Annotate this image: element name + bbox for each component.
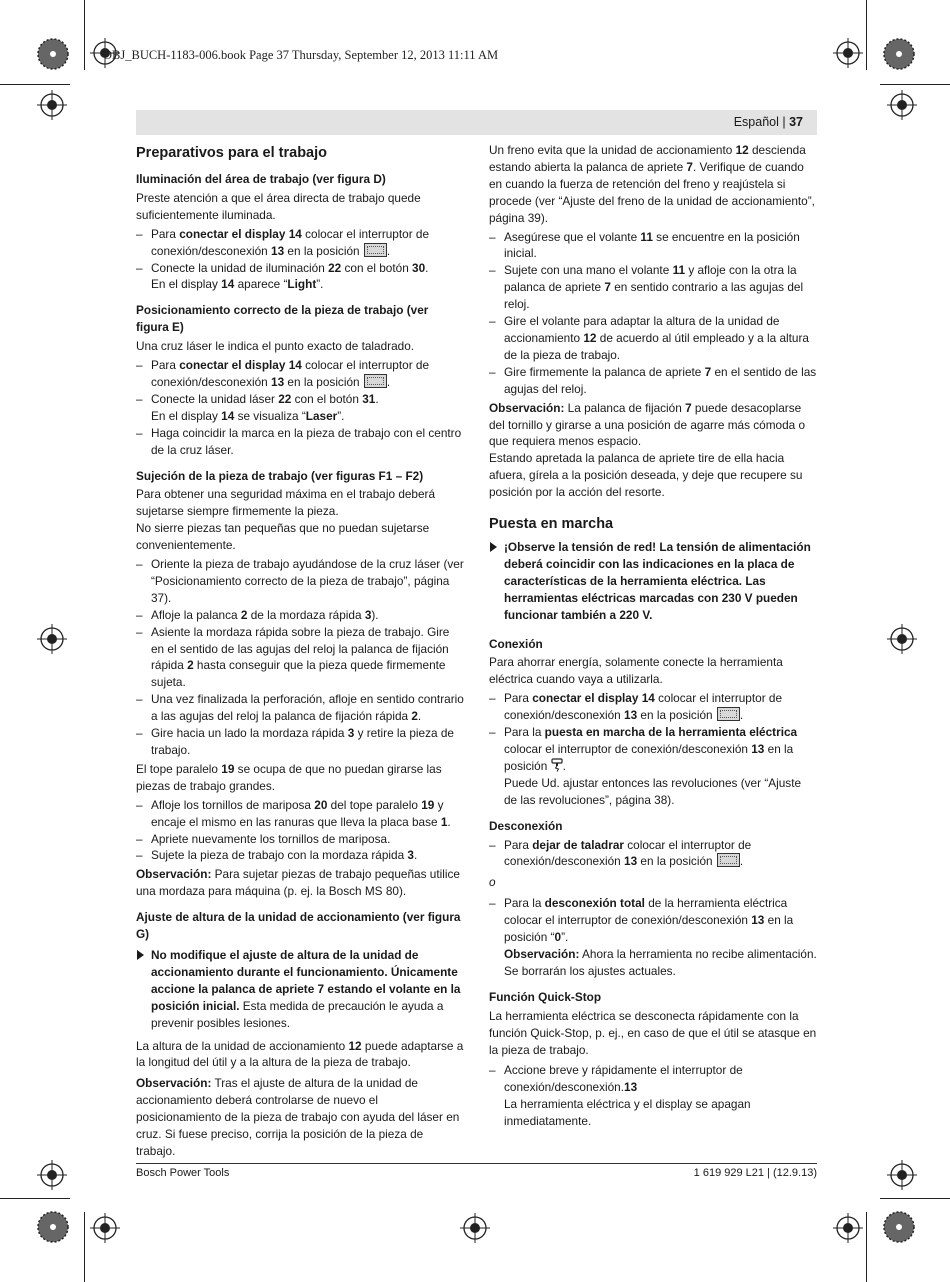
paragraph: El tope paralelo 19 se ocupa de que no puedan girarse las piezas de trabajo grandes. [136,761,442,793]
color-wheel-icon [37,1211,69,1243]
warning-triangle-icon [490,542,497,552]
page-header [136,110,817,135]
list-item: – Sujete con una mano el volante 11 y afloje con la otra la palanca de apriete 7 en sentido contrario a las agujas del reloj. [489,263,804,312]
list-item: – Para dejar de taladrar colocar el interruptor de conexión/desconexión 13 en la posición . [489,837,752,869]
note: Observación: La palanca de fijación 7 puede desacoplarse del tornillo y girarse a una posición de agarre más cómoda o que requiera menos espacio. [489,400,806,449]
list-item: – Accione breve y rápidamente el interruptor de conexión/desconexión.13 La herramienta eléctrica y el display se apagan inmediatamente. [489,1063,751,1129]
list-item: – Para conectar el display 14 colocar el interruptor de conexión/desconexión 13 en la posición . [136,226,430,258]
paragraph: Una cruz láser le indica el punto exacto de taladrado. [136,339,415,354]
list-item: – Oriente la pieza de trabajo ayudándose de la cruz láser (ver “Posicionamiento correcto de la pieza de trabajo”, página 37). [136,557,464,605]
or-text: o [489,875,496,890]
registration-target-icon [887,90,917,120]
paragraph: Un freno evita que la unidad de accionamiento 12 descienda estando abierta la palanca de apriete 7. Verifique de cuando en cuando la fuerza de retención del freno y reajústela si procede (ver “Ajuste del freno de la unidad de accionamiento”, página 39). [489,143,815,225]
header-language: Español [733,115,779,129]
drill-icon [551,758,563,772]
subsection-heading: Función Quick-Stop [489,989,602,1004]
list-item: – Para la desconexión total de la herramienta eléctrica colocar el interruptor de conexión/desconexión 13 en la posición “0”. Observación: Ahora la herramienta no recibe alimentación. Se borrarán los ajustes actuales. [489,896,817,978]
page-number: 37 [789,115,803,129]
footer-rule [136,1163,817,1164]
paragraph: Para ahorrar energía, solamente conecte la herramienta eléctrica cuando vaya a utilizarla. [489,655,783,687]
subsection-heading: Conexión [489,636,543,651]
display-position-icon [717,853,740,867]
list-item: – Afloje la palanca 2 de la mordaza rápida 3). [136,607,379,622]
color-wheel-icon [883,1211,915,1243]
subsection-heading: Desconexión [489,818,563,833]
print-slug: OBJ_BUCH-1183-006.book Page 37 Thursday, September 12, 2013 11:11 AM [103,48,499,62]
section-title: Preparativos para el trabajo [136,145,327,161]
left-column [136,142,464,1162]
list-item: – Conecte la unidad de iluminación 22 con el botón 30. En el display 14 aparece “Light”. [136,260,429,292]
list-item: – Afloje los tornillos de mariposa 20 del tope paralelo 19 y encaje el mismo en las ranuras que lleva la placa base 1. [136,797,451,829]
header-label [734,115,803,129]
registration-target-icon [37,624,67,654]
footer-brand: Bosch Power Tools [136,1167,230,1179]
list-item: – Conecte la unidad láser 22 con el botón 31. En el display 14 se visualiza “Laser”. [136,391,379,423]
list-item: – Gire hacia un lado la mordaza rápida 3 y retire la pieza de trabajo. [136,726,454,757]
paragraph: La herramienta eléctrica se desconecta rápidamente con la función Quick-Stop, p. ej., en caso de que el útil se atasque en la pieza de trabajo. [489,1008,817,1057]
list-item: – Gire el volante para adaptar la altura de la unidad de accionamiento 12 de acuerdo al útil empleado y a la altura de la pieza de trabajo. [489,314,809,362]
list-item: – Asiente la mordaza rápida sobre la pieza de trabajo. Gire en el sentido de las agujas del reloj la palanca de fijación rápida 2 hasta conseguir que la pieza quede firmemente sujeta. [136,624,450,690]
paragraph: No sierre piezas tan pequeñas que no puedan sujetarse convenientemente. [136,521,430,553]
list-item: – Asegúrese que el volante 11 se encuentre en la posición inicial. [489,229,800,261]
note: Observación: Para sujetar piezas de trabajo pequeñas utilice una mordaza para máquina (p. ej. la Bosch MS 80). [136,867,460,899]
display-position-icon [717,707,740,721]
list-item: – Apriete nuevamente los tornillos de mariposa. [136,831,391,846]
paragraph: Preste atención a que el área directa de trabajo quede suficientemente iluminada. [136,190,421,222]
header-separator: | [778,115,790,129]
list-item: – Para conectar el display 14 colocar el interruptor de conexión/desconexión 13 en la posición . [136,358,430,389]
warning-item: ¡Observe la tensión de red! La tensión de alimentación deberá coincidir con las indicaciones en la placa de características de la herramienta eléctrica. Las herramientas eléctricas marcadas con 230 V pueden funcionar también a 220 V. [489,539,817,624]
registration-target-icon [887,1160,917,1190]
paragraph: Estando apretada la palanca de apriete tire de ella hacia afuera, gírela a la posición deseada, y deje que recupere su posición por la acción del resorte. [489,451,803,500]
subsection-heading: Ajuste de altura de la unidad de accionamiento (ver figura G) [136,910,461,942]
color-wheel-icon [883,38,915,70]
list-item: – Una vez finalizada la perforación, afloje en sentido contrario a las agujas del reloj la palanca de fijación rápida 2. [136,692,464,724]
subsection-heading: Iluminación del área de trabajo (ver figura D) [136,172,386,186]
list-item: – Para conectar el display 14 colocar el interruptor de conexión/desconexión 13 en la posición . [489,691,783,723]
section-title: Puesta en marcha [489,516,614,533]
paragraph: La altura de la unidad de accionamiento 12 puede adaptarse a la longitud del útil y a la altura de la pieza de trabajo. [136,1038,464,1070]
list-item: – Haga coincidir la marca en la pieza de trabajo con el centro de la cruz láser. [136,425,462,457]
paragraph: Para obtener una seguridad máxima en el trabajo deberá sujetarse siempre firmemente la pieza. [136,487,436,519]
registration-target-icon [833,38,863,68]
right-column [489,142,817,1130]
registration-target-icon [37,90,67,120]
registration-target-icon [90,1213,120,1243]
list-item: – Para la puesta en marcha de la herramienta eléctrica colocar el interruptor de conexión/desconexión 13 en la posición . Puede Ud. ajustar entonces las revoluciones (ver “Ajuste de las revoluciones”, página 38). [489,725,802,807]
list-item: – Gire firmemente la palanca de apriete 7 en el sentido de las agujas del reloj. [489,364,817,396]
registration-target-icon [887,624,917,654]
subsection-heading: Posicionamiento correcto de la pieza de trabajo (ver figura E) [136,303,429,335]
warning-item: No modifique el ajuste de altura de la unidad de accionamiento durante el funcionamiento. Únicamente accione la palanca de apriete 7 estando el volante en la posición inicial. Esta medida de precaución le ayuda a prevenir posibles lesiones. [136,947,464,1032]
color-wheel-icon [37,38,69,70]
registration-target-icon [460,1213,490,1243]
display-position-icon [364,374,387,388]
registration-target-icon [37,1160,67,1190]
warning-triangle-icon [137,950,144,960]
note: Observación: Tras el ajuste de altura de la unidad de accionamiento deberá controlarse de nuevo el posicionamiento de la pieza de trabajo con ayuda del láser en cruz. Si fuese preciso, corrija la posición de la pieza de trabajo. [136,1076,460,1158]
subsection-heading: Sujeción de la pieza de trabajo (ver figuras F1 – F2) [136,468,424,483]
registration-target-icon [833,1213,863,1243]
footer-doc-number: 1 619 929 L21 | (12.9.13) [693,1167,817,1179]
list-item: – Sujete la pieza de trabajo con la mordaza rápida 3. [136,848,418,863]
display-position-icon [364,243,387,257]
